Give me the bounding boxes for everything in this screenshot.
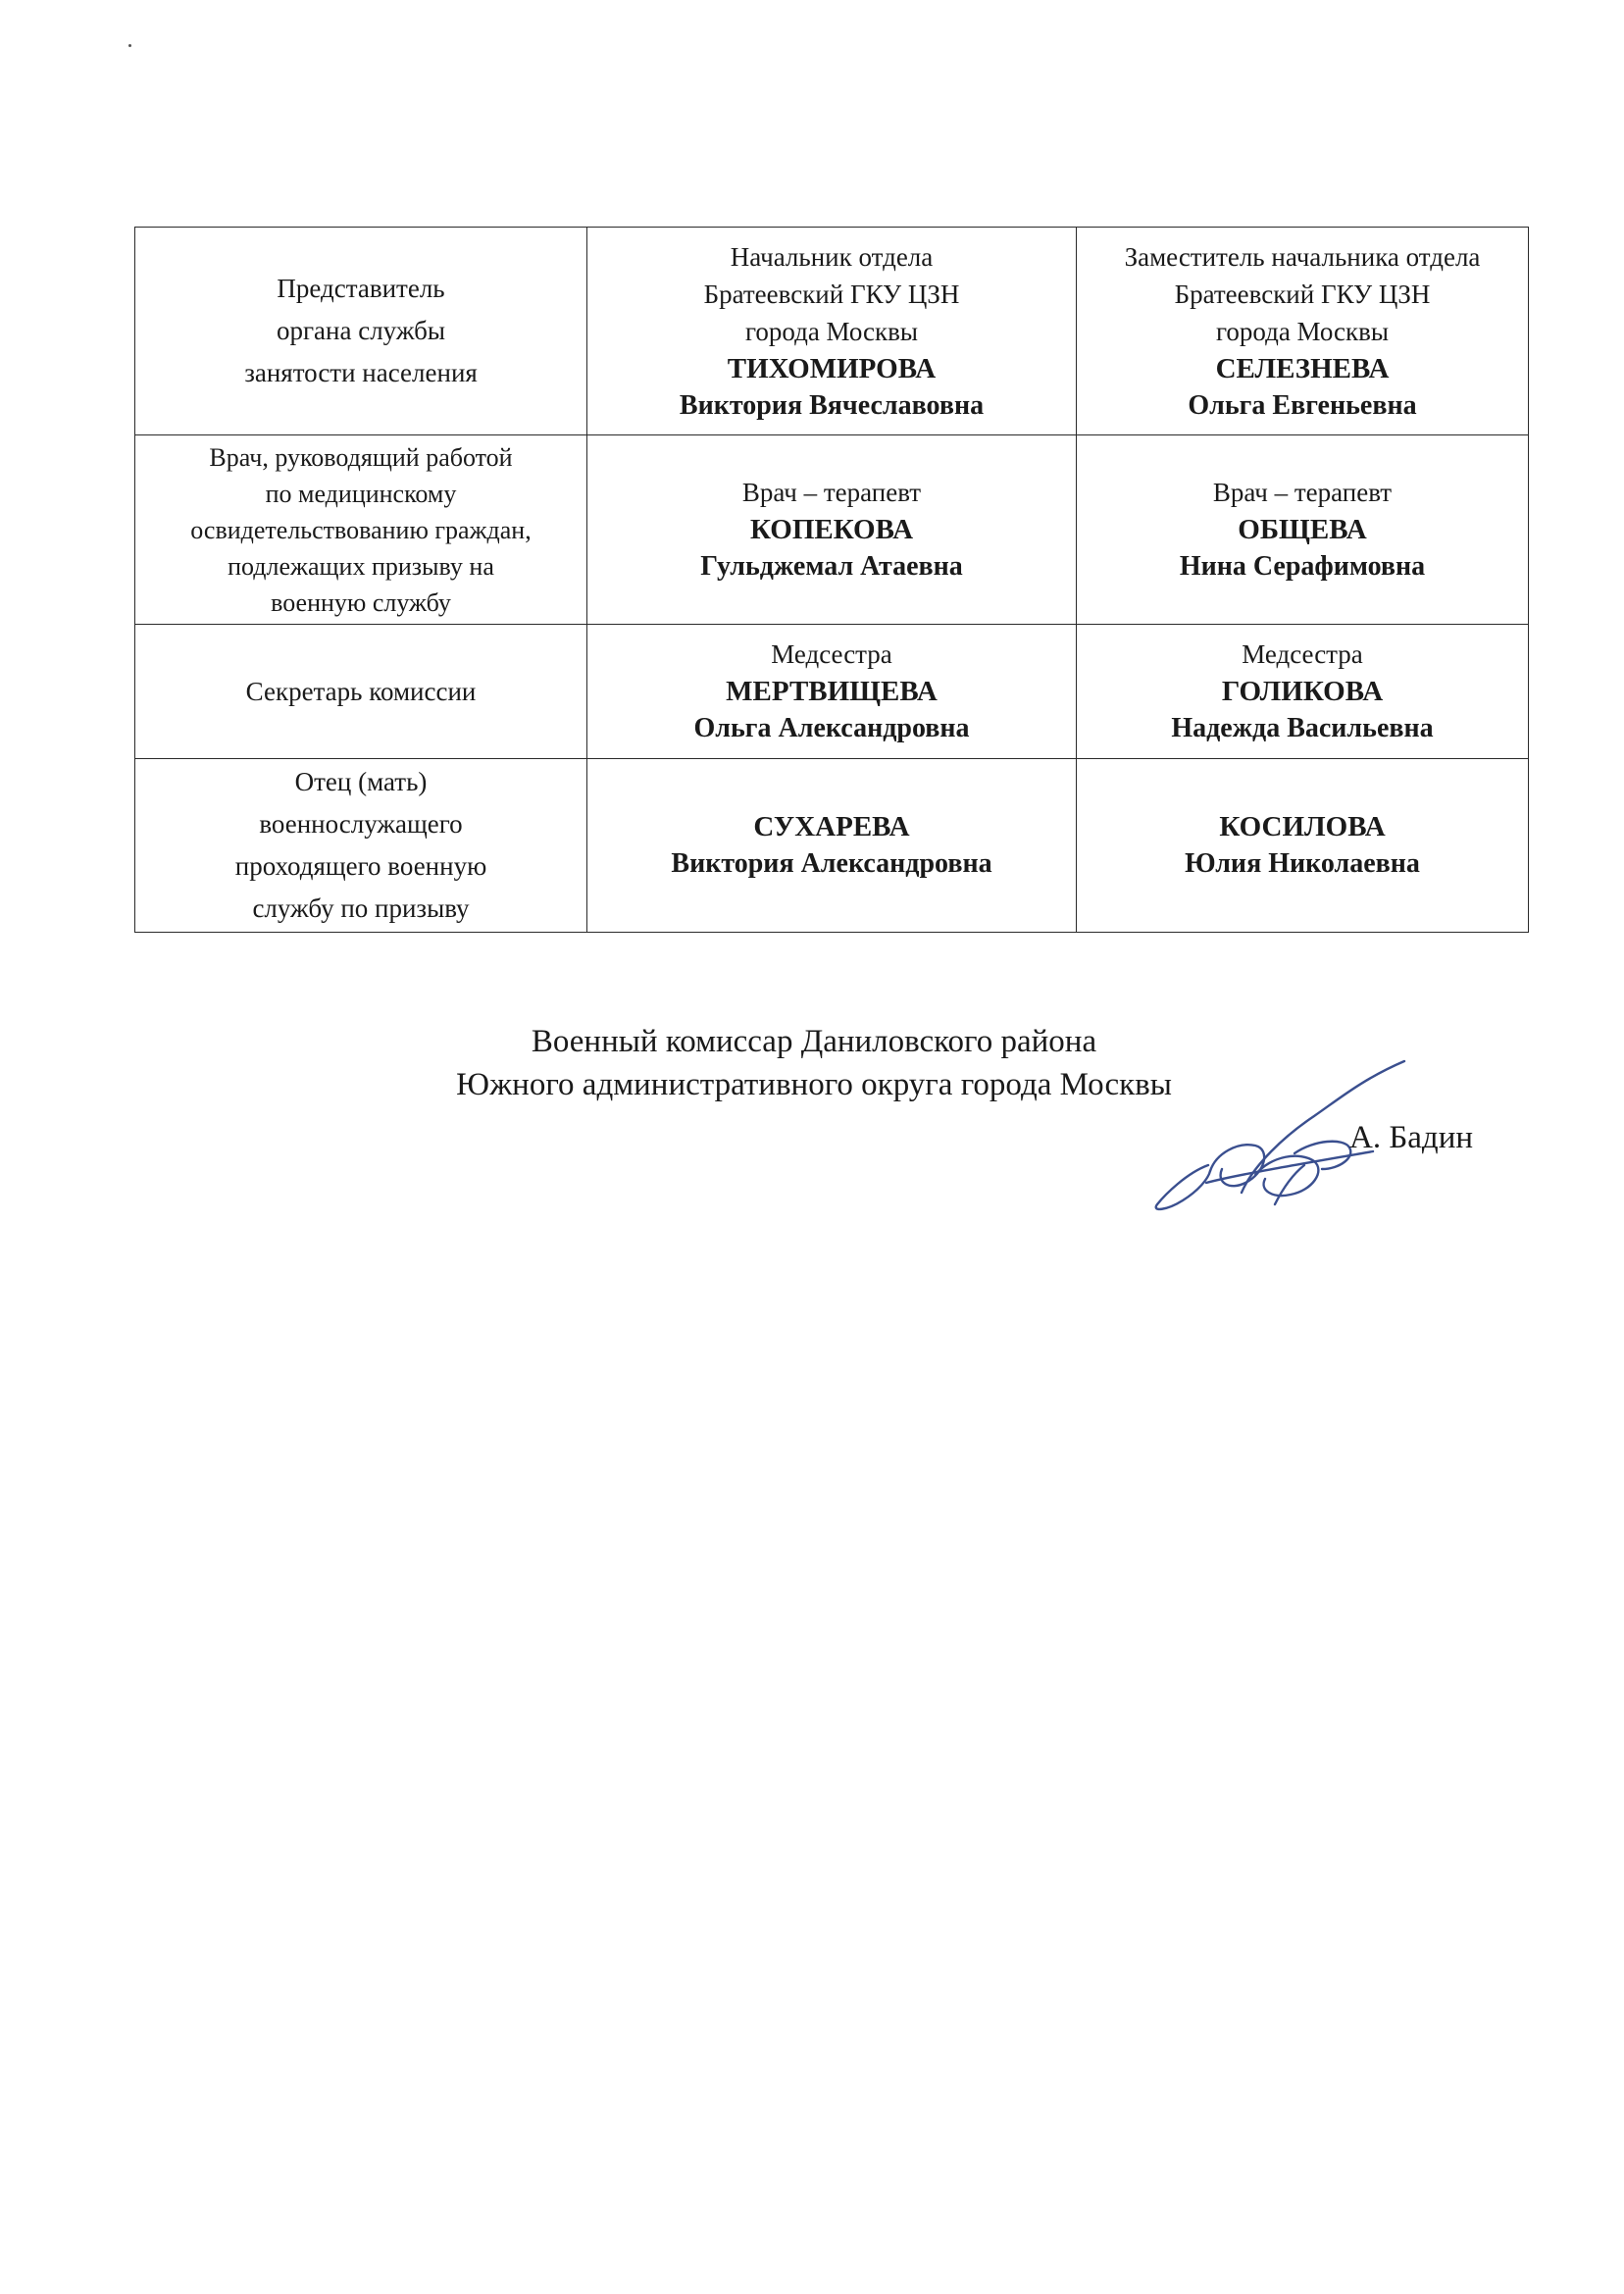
member-cell [1077, 625, 1529, 759]
role-text: военную службу [271, 587, 451, 617]
table-row [135, 228, 1529, 435]
commissar-title [373, 1020, 1255, 1106]
member-surname: КОПЕКОВА [749, 514, 914, 545]
role-text: занятости населения [244, 358, 478, 387]
position-text: Начальник отдела [730, 241, 934, 272]
role-cell [135, 228, 587, 435]
member-given-name: Ольга Евгеньевна [1188, 389, 1417, 421]
role-cell [135, 435, 587, 625]
member-surname: СЕЛЕЗНЕВА [1215, 352, 1390, 384]
member-given-name: Виктория Вячеславовна [679, 389, 985, 421]
commissar-title-line: Военный комиссар Даниловского района [531, 1024, 1097, 1059]
role-text: органа службы [276, 316, 446, 345]
position-text: города Москвы [1215, 316, 1390, 346]
position-text: города Москвы [744, 316, 919, 346]
member-cell [587, 625, 1077, 759]
position-text: Медсестра [771, 639, 892, 669]
signatory-name: А. Бадин [1349, 1120, 1474, 1155]
role-text: службу по призыву [252, 893, 470, 923]
scan-speck [128, 44, 131, 47]
member-surname: ТИХОМИРОВА [727, 352, 937, 384]
member-surname: МЕРТВИЩЕВА [726, 676, 938, 707]
role-text: военнослужащего [259, 809, 463, 839]
table-row [135, 625, 1529, 759]
member-surname: ГОЛИКОВА [1221, 676, 1384, 707]
member-cell [587, 759, 1077, 933]
role-cell [135, 625, 587, 759]
member-given-name: Ольга Александровна [693, 713, 970, 743]
member-given-name: Виктория Александровна [671, 848, 992, 879]
position-text: Врач – терапевт [1212, 478, 1393, 507]
role-text: проходящего военную [234, 851, 487, 881]
member-surname: СУХАРЕВА [753, 811, 910, 842]
commission-table [134, 227, 1529, 933]
table-row [135, 759, 1529, 933]
table-row [135, 435, 1529, 625]
role-text: Представитель [277, 274, 445, 303]
member-cell [587, 435, 1077, 625]
role-cell [135, 759, 587, 933]
position-text: Заместитель начальника отдела [1124, 241, 1481, 272]
member-given-name: Надежда Васильевна [1171, 713, 1434, 743]
role-text: Отец (мать) [294, 767, 428, 796]
member-cell [1077, 228, 1529, 435]
role-text: освидетельствованию граждан, [190, 515, 532, 544]
member-given-name: Гульджемал Атаевна [700, 551, 963, 582]
role-text: Врач, руководящий работой [209, 442, 513, 472]
position-text: Медсестра [1242, 639, 1363, 669]
member-surname: КОСИЛОВА [1219, 811, 1386, 842]
member-surname: ОБЩЕВА [1238, 514, 1367, 545]
member-given-name: Юлия Николаевна [1185, 848, 1420, 879]
member-given-name: Нина Серафимовна [1179, 551, 1426, 582]
role-text: по медицинскому [265, 479, 457, 508]
position-text: Братеевский ГКУ ЦЗН [1174, 279, 1431, 309]
role-text: подлежащих призыву на [228, 551, 494, 581]
member-cell [587, 228, 1077, 435]
member-cell [1077, 759, 1529, 933]
position-text: Врач – терапевт [741, 478, 922, 507]
commissar-title-line: Южного административного округа города Москвы [456, 1067, 1172, 1102]
position-text: Братеевский ГКУ ЦЗН [703, 279, 960, 309]
role-text: Секретарь комиссии [245, 676, 477, 706]
member-cell [1077, 435, 1529, 625]
